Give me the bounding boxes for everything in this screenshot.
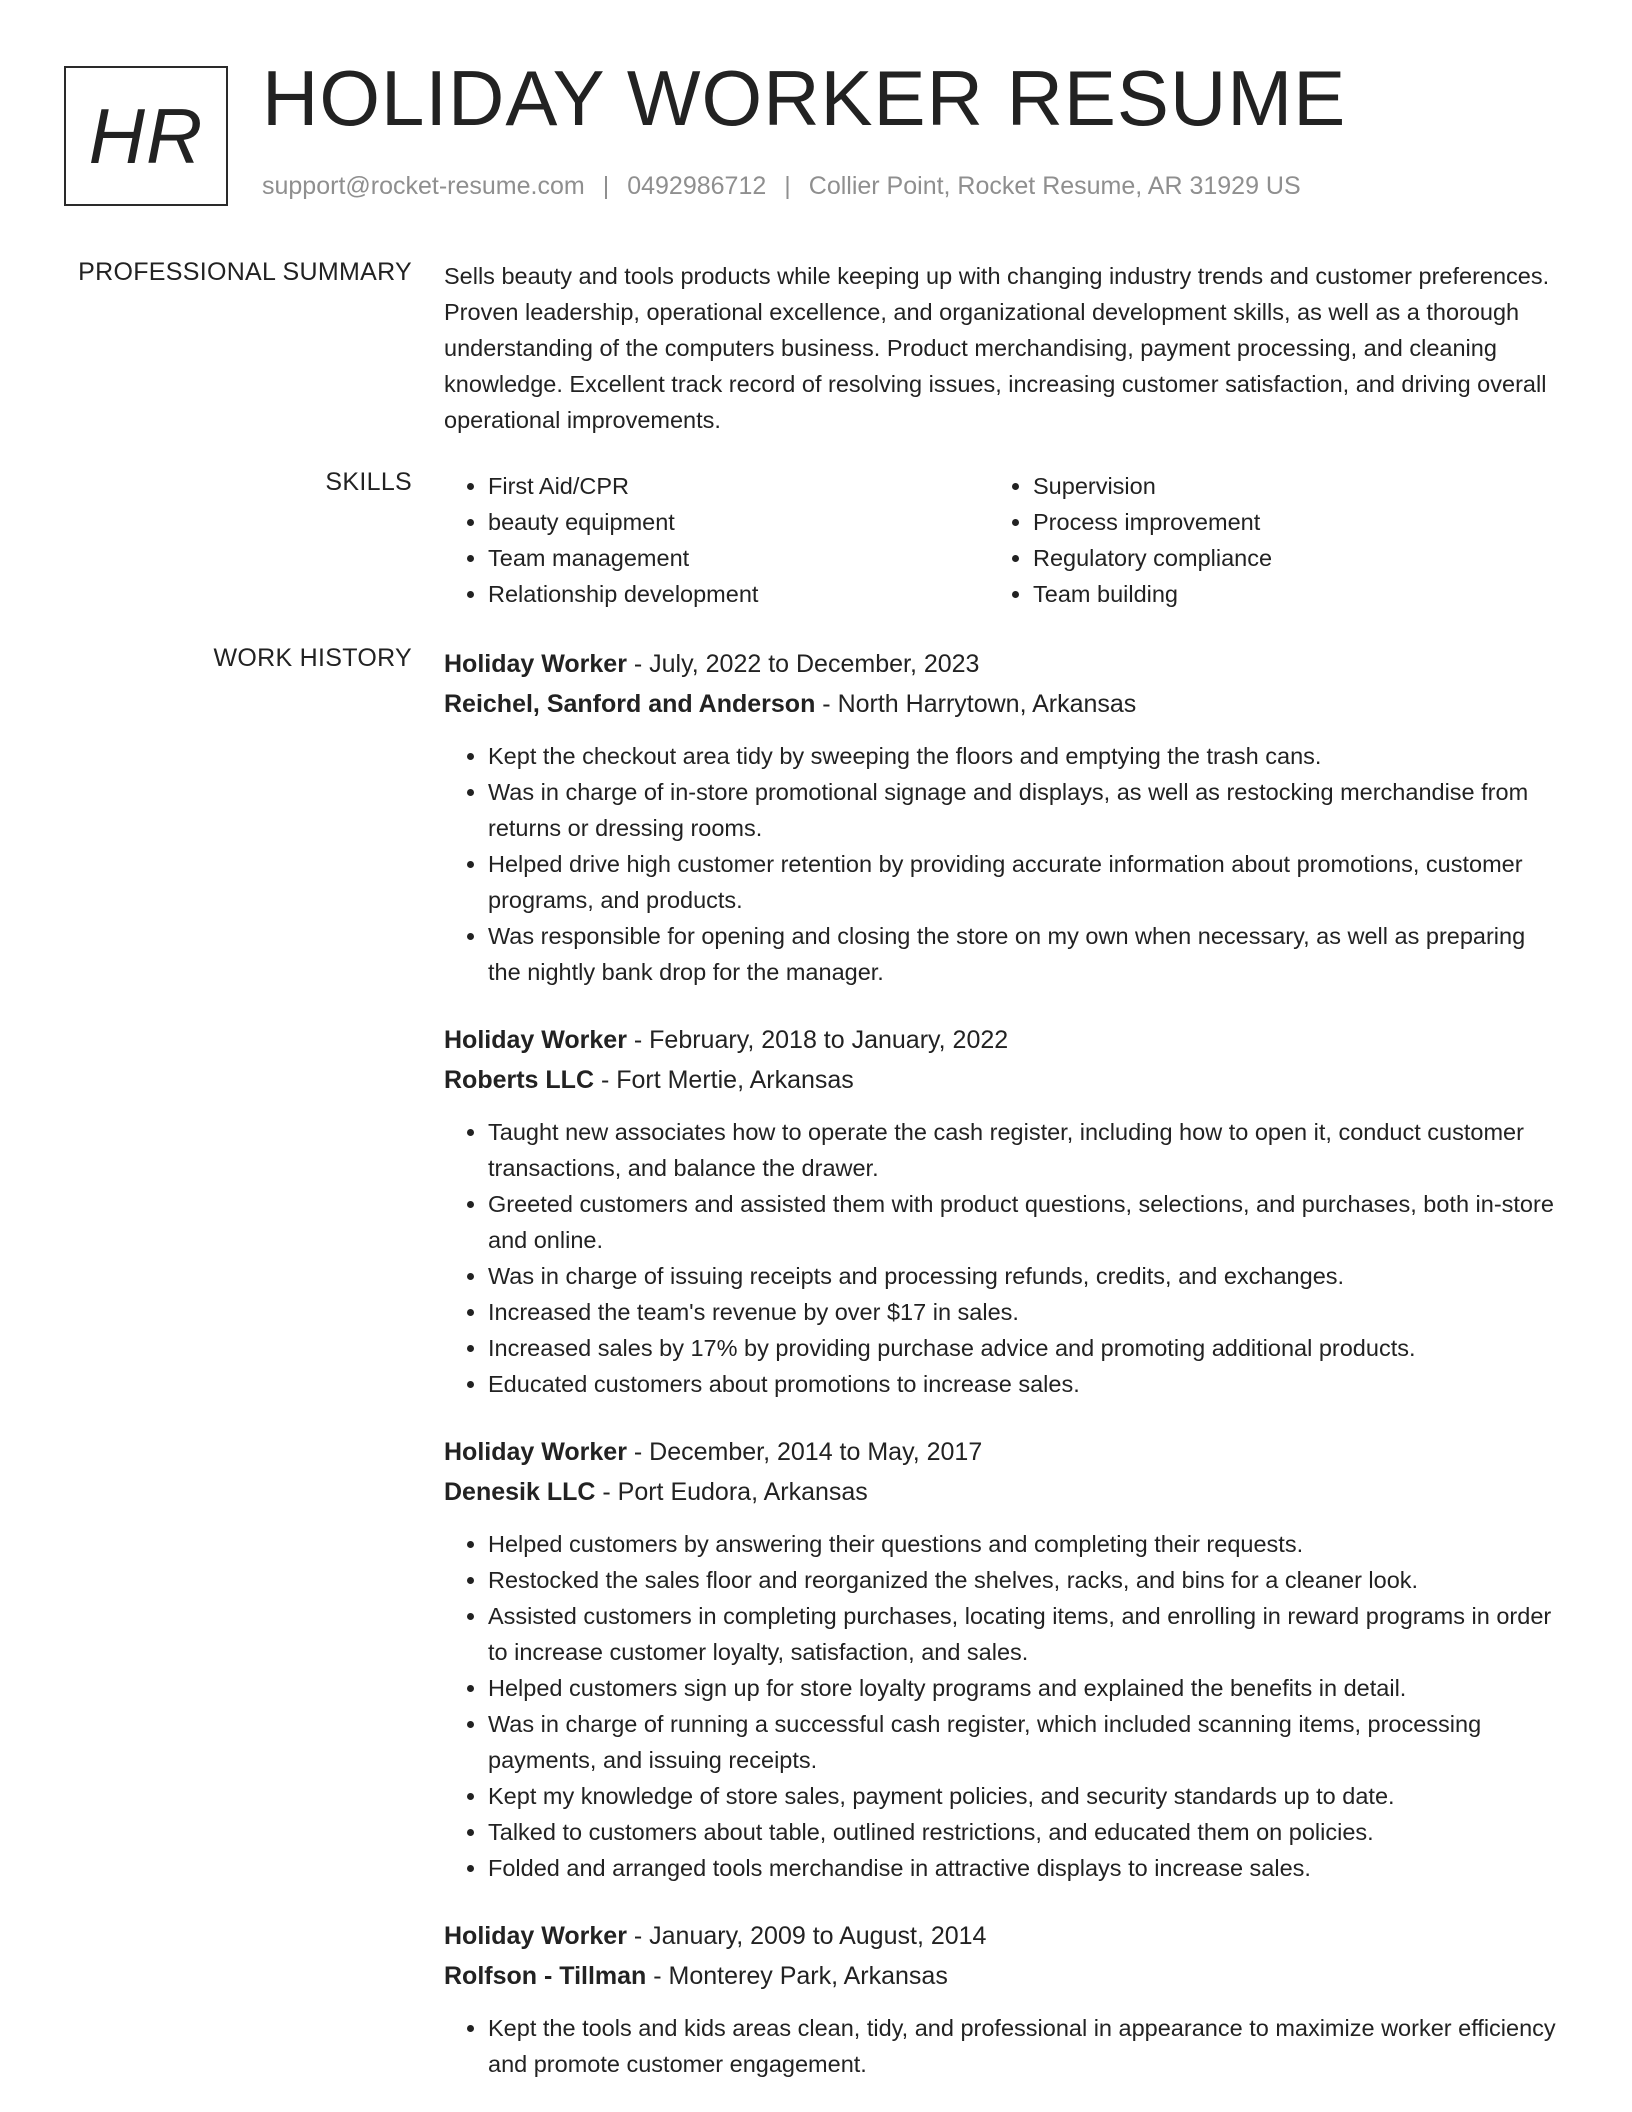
job-duty: • Helped drive high customer retention by providing accurate information about promotions, customer programs, and products. <box>488 846 1556 918</box>
skills-grid <box>444 468 1556 612</box>
job-duty: • Folded and arranged tools merchandise in attractive displays to increase sales. <box>488 1850 1556 1886</box>
job-title-line <box>444 1432 1556 1472</box>
skill-item: • beauty equipment <box>488 504 989 540</box>
job-company-line <box>444 684 1556 724</box>
job-entry <box>444 1916 1556 2082</box>
contact-email[interactable]: support@rocket-resume.com <box>262 172 585 200</box>
job-duties <box>444 1526 1556 1886</box>
job-dates: - February, 2018 to January, 2022 <box>626 1026 1009 1054</box>
skills-body <box>444 468 1556 612</box>
contact-phone[interactable]: 0492986712 <box>627 172 767 200</box>
summary-text: Sells beauty and tools products while keeping up with changing industry trends and customer preferences. Proven leadership, operational excellence, and organizational development skills, as well as a thorough understanding of the computers business. Product merchandising, payment processing, and cleaning knowledge. Excellent track record of resolving issues, increasing customer satisfaction, and driving overall operational improvements. <box>444 263 1550 433</box>
job-duty: • Talked to customers about table, outlined restrictions, and educated them on policies. <box>488 1814 1556 1850</box>
job-duty: • Was in charge of in-store promotional signage and displays, as well as restocking merchandise from returns or dressing rooms. <box>488 774 1556 846</box>
skills-list-right <box>989 468 1534 612</box>
job-entry <box>444 1432 1556 1886</box>
job-title-line <box>444 1020 1556 1060</box>
job-duty: • Kept the tools and kids areas clean, tidy, and professional in appearance to maximize worker efficiency and promote customer engagement. <box>488 2010 1556 2082</box>
job-duties <box>444 1114 1556 1402</box>
job-company-line <box>444 1060 1556 1100</box>
job-company-line <box>444 1472 1556 1512</box>
job-company-line <box>444 1956 1556 1996</box>
skill-item: • First Aid/CPR <box>488 468 989 504</box>
job-company: Reichel, Sanford and Anderson <box>444 690 816 718</box>
job-duty: • Helped customers by answering their questions and completing their requests. <box>488 1526 1556 1562</box>
job-company: Roberts LLC <box>444 1066 594 1094</box>
job-duty: • Helped customers sign up for store loyalty programs and explained the benefits in detail. <box>488 1670 1556 1706</box>
skill-item: • Process improvement <box>1033 504 1534 540</box>
job-duty: • Kept the checkout area tidy by sweeping the floors and emptying the trash cans. <box>488 738 1556 774</box>
job-entry <box>444 1020 1556 1402</box>
job-duty: • Increased sales by 17% by providing purchase advice and promoting additional products. <box>488 1330 1556 1366</box>
job-title: Holiday Worker <box>444 1922 627 1950</box>
job-title-line <box>444 644 1556 684</box>
job-duty: • Greeted customers and assisted them with product questions, selections, and purchases, both in-store and online. <box>488 1186 1556 1258</box>
job-duty: • Was responsible for opening and closing the store on my own when necessary, as well as preparing the nightly bank drop for the manager. <box>488 918 1556 990</box>
job-title: Holiday Worker <box>444 1438 627 1466</box>
monogram-box <box>64 66 228 206</box>
job-entry <box>444 644 1556 990</box>
skill-item: • Relationship development <box>488 576 989 612</box>
contact-line <box>262 172 1301 201</box>
job-location: - North Harrytown, Arkansas <box>815 690 1137 718</box>
summary-heading: PROFESSIONAL SUMMARY <box>78 258 412 286</box>
skill-item: • Team management <box>488 540 989 576</box>
job-company: Rolfson - Tillman <box>444 1962 647 1990</box>
job-duties <box>444 2010 1556 2082</box>
job-duty: • Educated customers about promotions to increase sales. <box>488 1366 1556 1402</box>
job-dates: - January, 2009 to August, 2014 <box>626 1922 987 1950</box>
job-company: Denesik LLC <box>444 1478 596 1506</box>
job-duties <box>444 738 1556 990</box>
resume-title: HOLIDAY WORKER RESUME <box>262 54 1347 142</box>
job-location: - Port Eudora, Arkansas <box>595 1478 868 1506</box>
job-duty: • Assisted customers in completing purchases, locating items, and enrolling in reward programs in order to increase customer loyalty, satisfaction, and sales. <box>488 1598 1556 1670</box>
skills-heading: SKILLS <box>325 468 412 496</box>
monogram-initials: HR <box>88 91 204 180</box>
summary-body <box>444 258 1556 438</box>
job-location: - Fort Mertie, Arkansas <box>594 1066 854 1094</box>
job-location: - Monterey Park, Arkansas <box>646 1962 948 1990</box>
job-duty: • Taught new associates how to operate the cash register, including how to open it, conduct customer transactions, and balance the drawer. <box>488 1114 1556 1186</box>
contact-separator: | <box>602 172 610 200</box>
skill-item: • Regulatory compliance <box>1033 540 1534 576</box>
skill-item: • Supervision <box>1033 468 1534 504</box>
job-duty: • Was in charge of running a successful cash register, which included scanning items, processing payments, and issuing receipts. <box>488 1706 1556 1778</box>
job-title-line <box>444 1916 1556 1956</box>
work-history-heading: WORK HISTORY <box>213 644 412 672</box>
job-dates: - December, 2014 to May, 2017 <box>626 1438 983 1466</box>
contact-separator: | <box>784 172 791 200</box>
skill-item: • Team building <box>1033 576 1534 612</box>
job-title: Holiday Worker <box>444 650 627 678</box>
job-duty: • Was in charge of issuing receipts and processing refunds, credits, and exchanges. <box>488 1258 1556 1294</box>
job-duty: • Restocked the sales floor and reorganized the shelves, racks, and bins for a cleaner look. <box>488 1562 1556 1598</box>
skills-list-left <box>444 468 989 612</box>
job-title: Holiday Worker <box>444 1026 627 1054</box>
job-dates: - July, 2022 to December, 2023 <box>626 650 980 678</box>
job-duty: • Kept my knowledge of store sales, payment policies, and security standards up to date. <box>488 1778 1556 1814</box>
job-duty: • Increased the team's revenue by over $17 in sales. <box>488 1294 1556 1330</box>
contact-address: Collier Point, Rocket Resume, AR 31929 US <box>808 172 1301 200</box>
